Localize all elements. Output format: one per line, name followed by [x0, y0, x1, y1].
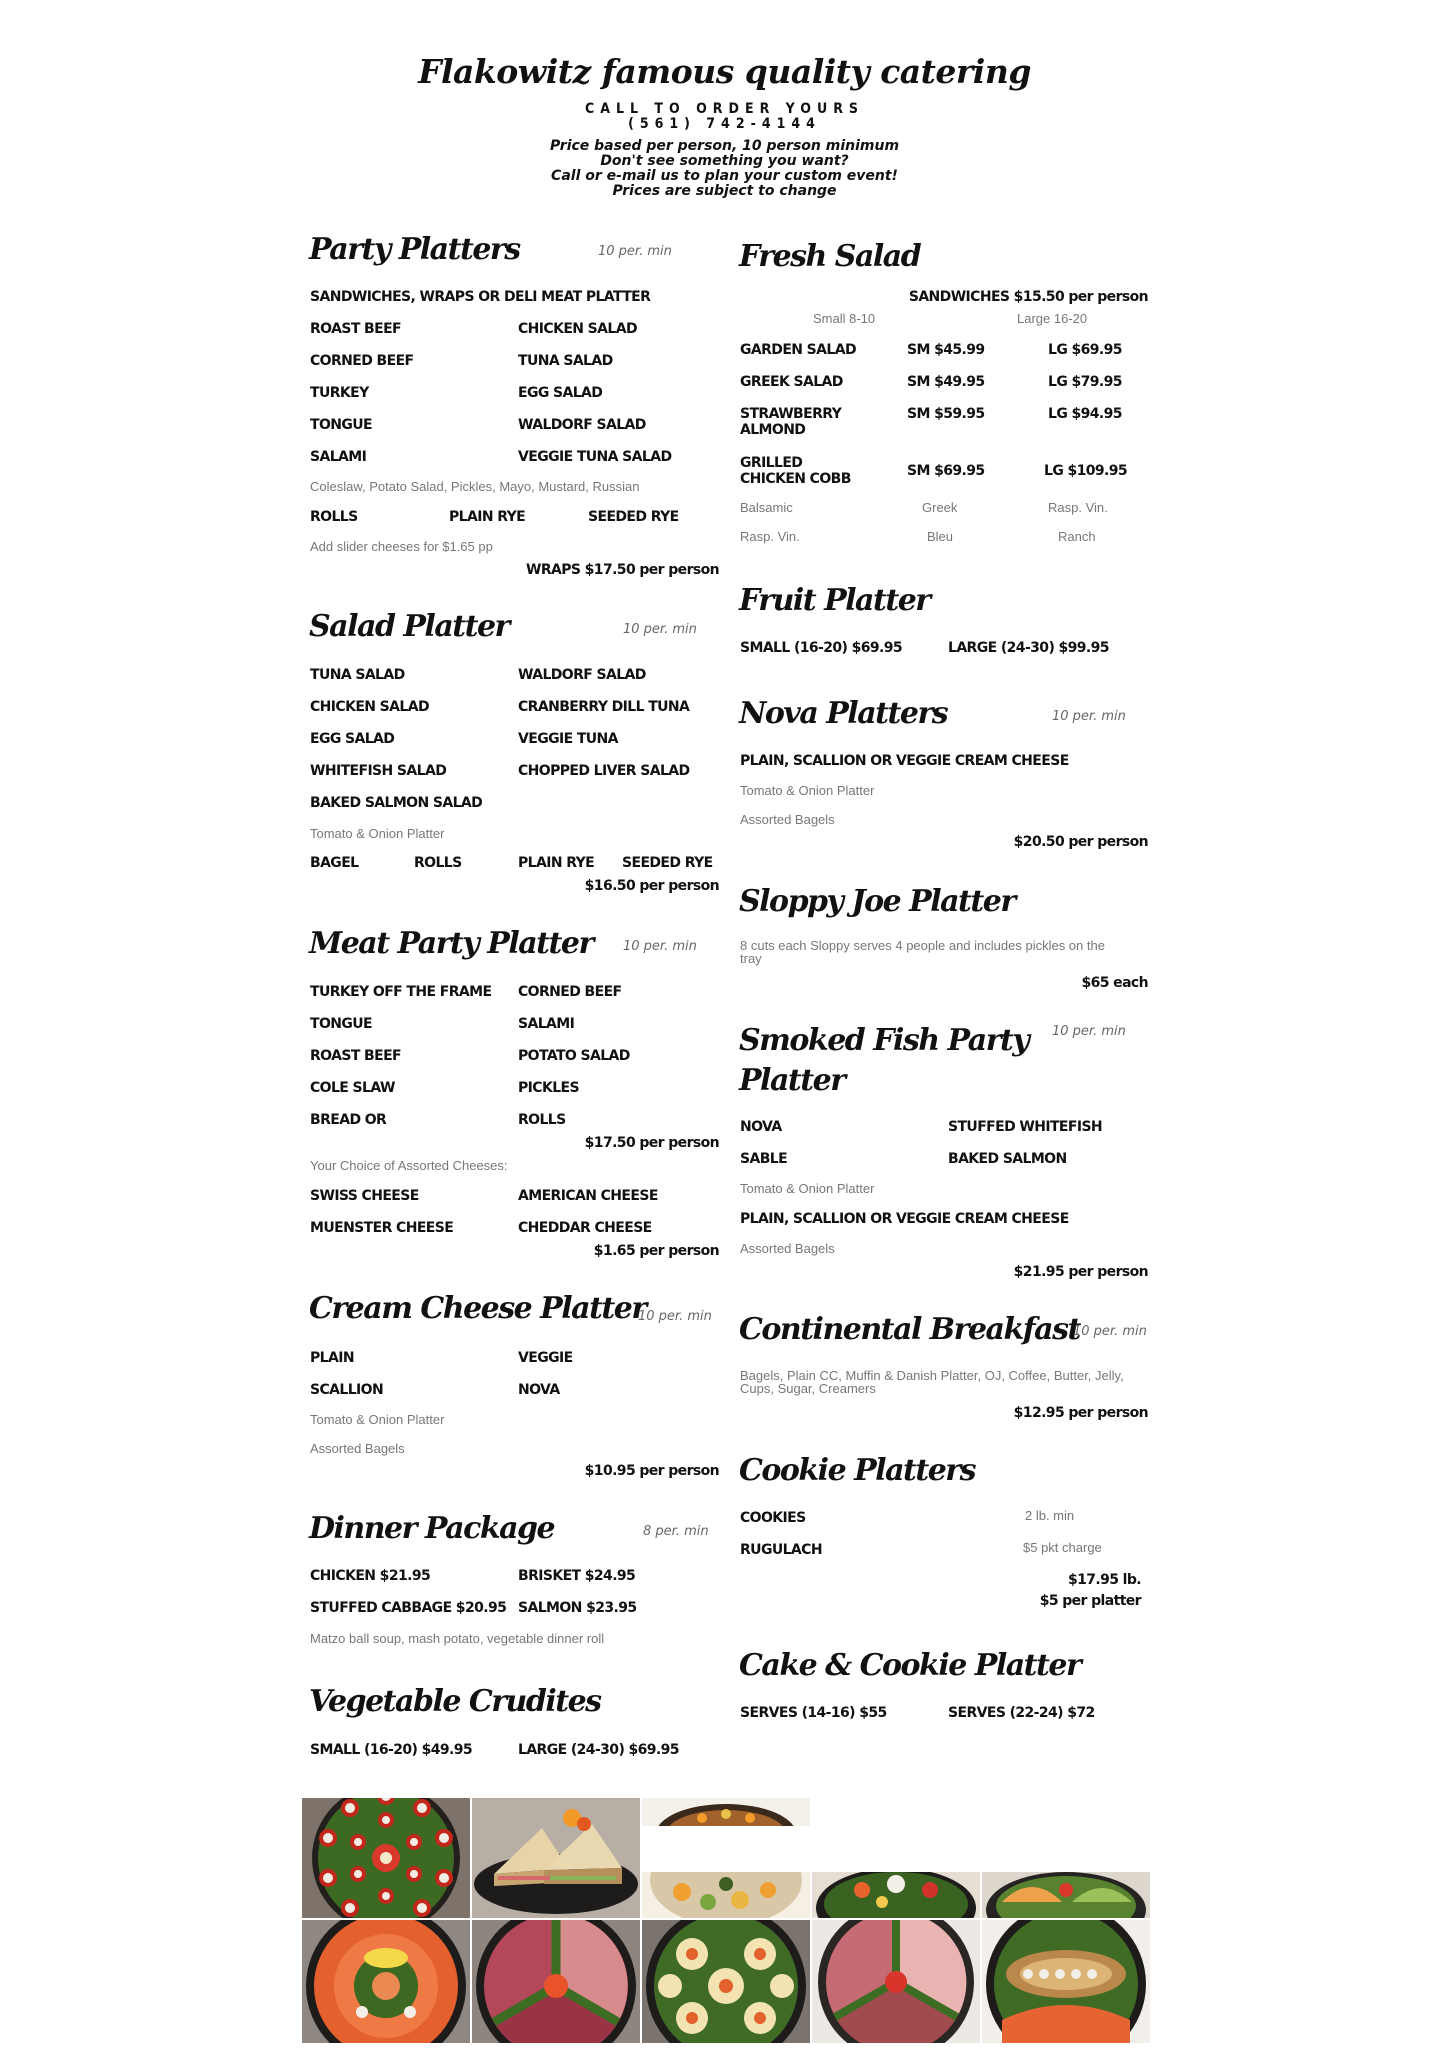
list-item: COOKIES [740, 1510, 806, 1526]
list-item: TURKEY OFF THE FRAME [310, 984, 492, 1000]
list-item: WALDORF SALAD [518, 667, 646, 683]
platter-photo-melon-partial [982, 1872, 1150, 1918]
small-size-label: Small 8-10 [813, 311, 876, 326]
cream-cheese-platter-title: Cream Cheese Platter [309, 1291, 646, 1326]
continental-title: Continental Breakfast [739, 1312, 1080, 1347]
party-platters-title: Party Platters [309, 232, 520, 267]
dinner-package-note: Matzo ball soup, mash potato, vegetable dinner roll [310, 1631, 605, 1646]
salad-small-price: SM $45.99 [907, 342, 985, 358]
list-item: MUENSTER CHEESE [310, 1220, 454, 1236]
platter-photo-cheese-cracker [642, 1920, 810, 2043]
party-platters-subtitle: SANDWICHES, WRAPS OR DELI MEAT PLATTER [310, 289, 651, 305]
salad-small-price: SM $59.95 [907, 406, 985, 422]
platter-photo-meat-wedges [812, 1920, 980, 2043]
list-item: SERVES (14-16) $55 [740, 1705, 887, 1721]
list-item: BRISKET $24.95 [518, 1568, 636, 1584]
list-item: CHICKEN SALAD [518, 321, 637, 337]
brand-title: Flakowitz famous quality catering [418, 52, 1031, 91]
list-item: CRANBERRY DILL TUNA [518, 699, 690, 715]
header-note-1: Price based per person, 10 person minimum [549, 138, 900, 154]
smoked-fish-bagels: Assorted Bagels [740, 1241, 835, 1256]
platter-photo-tomato-mozzarella [302, 1798, 470, 1918]
platter-photo-smoked-salmon [302, 1920, 470, 2043]
list-item: CHICKEN SALAD [310, 699, 429, 715]
list-item: BAKED SALMON [948, 1151, 1067, 1167]
list-item: TURKEY [310, 385, 369, 401]
list-item: WALDORF SALAD [518, 417, 646, 433]
smoked-fish-tomato: Tomato & Onion Platter [740, 1181, 875, 1196]
cookie-price-platter: $5 per platter [1039, 1593, 1141, 1609]
dressing: Balsamic [740, 500, 793, 515]
dressing: Greek [922, 500, 958, 515]
cream-cheese-tomato: Tomato & Onion Platter [310, 1412, 445, 1427]
list-item: LARGE (24-30) $69.95 [518, 1742, 679, 1758]
list-item: EGG SALAD [310, 731, 395, 747]
smoked-fish-title-2: Platter [739, 1063, 845, 1098]
list-item: NOVA [518, 1382, 560, 1398]
vegetable-crudites-title: Vegetable Crudites [309, 1684, 601, 1719]
list-item: RUGULACH [740, 1542, 822, 1558]
list-item: STUFFED CABBAGE $20.95 [310, 1600, 507, 1616]
bread-option: BAGEL [310, 855, 359, 871]
list-item: TUNA SALAD [518, 353, 613, 369]
dinner-package-title: Dinner Package [309, 1511, 555, 1546]
list-item: CHEDDAR CHEESE [518, 1220, 652, 1236]
salad-large-price: LG $79.95 [1048, 374, 1122, 390]
cream-cheese-price: $10.95 per person [584, 1463, 719, 1479]
nova-platters-title: Nova Platters [739, 696, 948, 731]
salad-platter-title: Salad Platter [309, 609, 509, 644]
smoked-fish-price: $21.95 per person [1013, 1264, 1148, 1280]
list-item: TONGUE [310, 417, 372, 433]
smoked-fish-title: Smoked Fish Party [739, 1023, 1029, 1058]
list-item: CHOPPED LIVER SALAD [518, 763, 690, 779]
list-item: COLE SLAW [310, 1080, 395, 1096]
salad-small-price: SM $49.95 [907, 374, 985, 390]
list-item: SALAMI [518, 1016, 575, 1032]
list-item: EGG SALAD [518, 385, 603, 401]
call-to-order: CALL TO ORDER YOURS [585, 101, 864, 117]
platter-photo-whitefish [982, 1920, 1150, 2043]
list-item: SMALL (16-20) $69.95 [740, 640, 903, 656]
nova-tomato: Tomato & Onion Platter [740, 783, 875, 798]
list-item: SALAMI [310, 449, 367, 465]
list-item: SMALL (16-20) $49.95 [310, 1742, 473, 1758]
large-size-label: Large 16-20 [1017, 311, 1088, 326]
dressing: Ranch [1058, 529, 1096, 544]
cream-cheese-platter-min: 10 per. min [638, 1309, 712, 1324]
list-item: POTATO SALAD [518, 1048, 630, 1064]
platter-photo-deli-meat [472, 1920, 640, 2043]
list-item: SWISS CHEESE [310, 1188, 419, 1204]
salad-large-price: LG $69.95 [1048, 342, 1122, 358]
salad-name: GREEK SALAD [740, 374, 843, 390]
dressing: Bleu [927, 529, 954, 544]
list-item: VEGGIE TUNA SALAD [518, 449, 672, 465]
list-item: NOVA [740, 1119, 782, 1135]
party-platters-min: 10 per. min [598, 244, 672, 259]
list-item: PICKLES [518, 1080, 579, 1096]
list-item: ROAST BEEF [310, 321, 402, 337]
fresh-salad-title: Fresh Salad [739, 239, 921, 274]
salad-name: GARDEN SALAD [740, 342, 856, 358]
bread-option: ROLLS [310, 509, 358, 525]
header-note-3: Call or e-mail us to plan your custom event! [551, 168, 898, 184]
meat-party-platter-title: Meat Party Platter [309, 926, 593, 961]
dressing: Rasp. Vin. [740, 529, 800, 544]
list-item: SALMON $23.95 [518, 1600, 637, 1616]
list-item: LARGE (24-30) $99.95 [948, 640, 1109, 656]
list-item: PLAIN, SCALLION OR VEGGIE CREAM CHEESE [740, 753, 1069, 769]
dressing: Rasp. Vin. [1048, 500, 1108, 515]
meat-cheese-price: $1.65 per person [593, 1243, 719, 1259]
list-item: PLAIN, SCALLION OR VEGGIE CREAM CHEESE [740, 1211, 1069, 1227]
list-item: CORNED BEEF [310, 353, 414, 369]
fruit-platter-title: Fruit Platter [739, 583, 930, 618]
sloppy-joe-desc: 8 cuts each Sloppy serves 4 people and includes pickles on the tray [740, 938, 1105, 966]
list-item: SERVES (22-24) $72 [948, 1705, 1095, 1721]
cream-cheese-bagels: Assorted Bagels [310, 1441, 405, 1456]
meat-cheese-label: Your Choice of Assorted Cheeses: [310, 1158, 508, 1173]
platter-photo-top-sliver [642, 1798, 810, 1826]
header-note-2: Don't see something you want? [600, 153, 849, 169]
salad-large-price: LG $109.95 [1044, 463, 1128, 479]
list-item: CORNED BEEF [518, 984, 622, 1000]
fresh-salad-sandwiches: SANDWICHES $15.50 per person [908, 289, 1148, 305]
salad-platter-price: $16.50 per person [584, 878, 719, 894]
meat-party-platter-price: $17.50 per person [584, 1135, 719, 1151]
bread-option: SEEDED RYE [588, 509, 679, 525]
cake-cookie-title: Cake & Cookie Platter [739, 1648, 1081, 1683]
sloppy-joe-title: Sloppy Joe Platter [739, 884, 1015, 919]
rugulach-note: $5 pkt charge [1023, 1540, 1102, 1555]
party-platters-cheese-note: Add slider cheeses for $1.65 pp [310, 539, 493, 554]
platter-photo-veggie-partial [812, 1872, 980, 1918]
list-item: TUNA SALAD [310, 667, 405, 683]
list-item: VEGGIE [518, 1350, 573, 1366]
meat-party-platter-min: 10 per. min [623, 939, 697, 954]
sloppy-joe-price: $65 each [1081, 975, 1148, 991]
nova-platters-min: 10 per. min [1052, 709, 1126, 724]
nova-bagels: Assorted Bagels [740, 812, 835, 827]
party-platters-extras: Coleslaw, Potato Salad, Pickles, Mayo, Mustard, Russian [310, 479, 640, 494]
list-item: AMERICAN CHEESE [518, 1188, 658, 1204]
list-item: BAKED SALMON SALAD [310, 795, 483, 811]
cookies-note: 2 lb. min [1025, 1508, 1075, 1523]
salad-name: GRILLED CHICKEN COBB [740, 455, 851, 487]
salad-large-price: LG $94.95 [1048, 406, 1122, 422]
list-item: WHITEFISH SALAD [310, 763, 447, 779]
party-platters-price: WRAPS $17.50 per person [525, 562, 719, 578]
list-item: CHICKEN $21.95 [310, 1568, 431, 1584]
smoked-fish-min: 10 per. min [1052, 1024, 1126, 1039]
bread-option: PLAIN RYE [449, 509, 526, 525]
cookie-platters-title: Cookie Platters [739, 1453, 976, 1488]
list-item: SCALLION [310, 1382, 384, 1398]
dinner-package-min: 8 per. min [643, 1524, 709, 1539]
platter-photo-sandwiches [472, 1798, 640, 1918]
list-item: ROLLS [518, 1112, 566, 1128]
salad-platter-tomato: Tomato & Onion Platter [310, 826, 445, 841]
salad-small-price: SM $69.95 [907, 463, 985, 479]
continental-price: $12.95 per person [1013, 1405, 1148, 1421]
continental-desc: Bagels, Plain CC, Muffin & Danish Platter, OJ, Coffee, Butter, Jelly, Cups, Sugar, Creamers [740, 1368, 1124, 1396]
list-item: BREAD OR [310, 1112, 387, 1128]
list-item: TONGUE [310, 1016, 372, 1032]
list-item: ROAST BEEF [310, 1048, 402, 1064]
list-item: STUFFED WHITEFISH [948, 1119, 1103, 1135]
list-item: SABLE [740, 1151, 788, 1167]
bread-option: SEEDED RYE [622, 855, 713, 871]
cookie-price-lb: $17.95 lb. [1067, 1572, 1141, 1588]
continental-min: 10 per. min [1073, 1324, 1147, 1339]
list-item: PLAIN [310, 1350, 354, 1366]
phone-number[interactable]: (561) 742-4144 [628, 116, 821, 132]
bread-option: ROLLS [414, 855, 462, 871]
platter-photo-fruit-partial [642, 1872, 810, 1918]
list-item: VEGGIE TUNA [518, 731, 618, 747]
salad-platter-min: 10 per. min [623, 622, 697, 637]
bread-option: PLAIN RYE [518, 855, 595, 871]
nova-price: $20.50 per person [1013, 834, 1148, 850]
header-note-4: Prices are subject to change [612, 183, 837, 199]
salad-name: STRAWBERRY ALMOND [740, 406, 842, 438]
